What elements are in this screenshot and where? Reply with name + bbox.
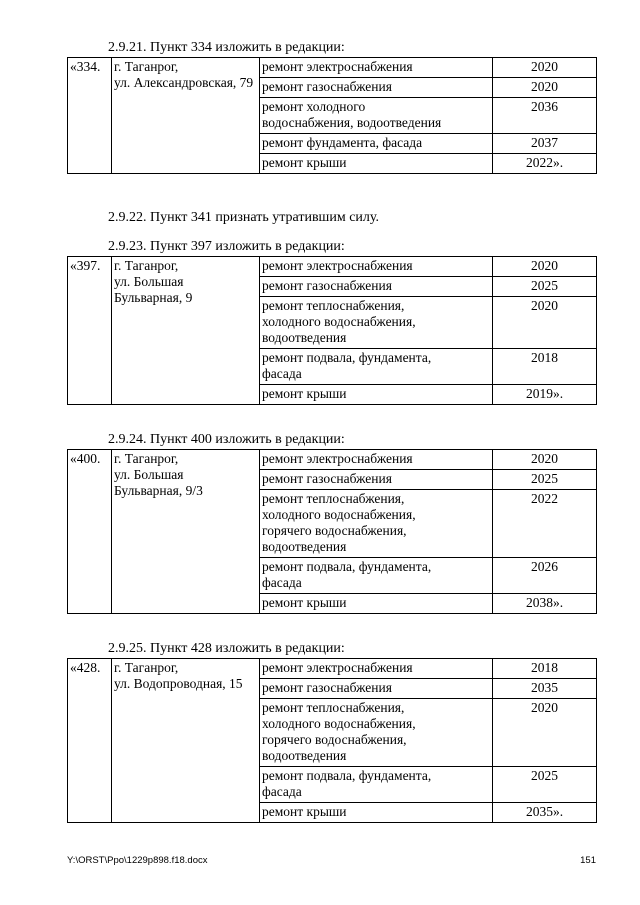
year-value: 2019».: [525, 386, 564, 401]
year-value: 2038».: [525, 595, 564, 610]
work-cell: [260, 659, 493, 679]
item-number-cell: [68, 450, 112, 614]
work-cell: [260, 558, 493, 594]
work-text: ремонт теплоснабжения,: [262, 491, 405, 506]
year-value: 2035».: [525, 804, 564, 819]
work-text: горячего водоснабжения,: [262, 732, 407, 747]
year-cell: [493, 659, 597, 679]
work-text: ремонт подвала, фундамента,: [262, 559, 432, 574]
work-text: холодного водоснабжения,: [262, 314, 416, 329]
item-number-cell: [68, 257, 112, 405]
address-cell: [112, 58, 260, 174]
work-text: фасада: [262, 784, 302, 799]
address-line: г. Таганрог,: [114, 59, 179, 74]
address-line: ул. Большая: [114, 274, 184, 289]
work-text: ремонт электроснабжения: [262, 59, 413, 74]
year-cell: [493, 679, 597, 699]
table-row: [68, 58, 597, 78]
work-cell: [260, 78, 493, 98]
amendment-table: [67, 57, 597, 174]
work-cell: [260, 134, 493, 154]
work-text: ремонт газоснабжения: [262, 471, 392, 486]
work-cell: [260, 803, 493, 823]
section-caption: 2.9.21. Пункт 334 изложить в редакции:: [108, 40, 345, 55]
year-value: 2020: [531, 298, 558, 313]
work-cell: [260, 277, 493, 297]
year-cell: [493, 767, 597, 803]
work-text: фасада: [262, 575, 302, 590]
year-value: 2022».: [525, 155, 564, 170]
work-cell: [260, 699, 493, 767]
footer-file-path: Y:\ORST\Ppo\1229p898.f18.docx: [67, 855, 208, 866]
address-line: ул. Александровская, 79: [114, 75, 254, 90]
year-value: 2025: [531, 471, 558, 486]
work-cell: [260, 470, 493, 490]
work-cell: [260, 490, 493, 558]
year-cell: [493, 78, 597, 98]
work-text: ремонт подвала, фундамента,: [262, 350, 432, 365]
table-row: [68, 257, 597, 277]
year-value: 2018: [531, 350, 558, 365]
work-text: ремонт крыши: [262, 804, 347, 819]
work-cell: [260, 767, 493, 803]
section-caption: 2.9.23. Пункт 397 изложить в редакции:: [108, 239, 345, 254]
footer-page-number: 151: [580, 855, 596, 866]
work-text: ремонт крыши: [262, 595, 347, 610]
year-cell: [493, 297, 597, 349]
year-value: 2018: [531, 660, 558, 675]
year-value: 2020: [531, 451, 558, 466]
year-cell: [493, 699, 597, 767]
year-value: 2025: [531, 278, 558, 293]
work-cell: [260, 257, 493, 277]
work-text: ремонт электроснабжения: [262, 660, 413, 675]
year-value: 2020: [531, 79, 558, 94]
table-row: [68, 659, 597, 679]
work-text: ремонт газоснабжения: [262, 680, 392, 695]
year-value: 2020: [531, 700, 558, 715]
work-cell: [260, 594, 493, 614]
work-text: ремонт подвала, фундамента,: [262, 768, 432, 783]
item-number: «428.: [70, 660, 101, 675]
item-number-cell: [68, 58, 112, 174]
year-cell: [493, 134, 597, 154]
work-cell: [260, 297, 493, 349]
year-cell: [493, 490, 597, 558]
year-cell: [493, 803, 597, 823]
work-text: ремонт холодного: [262, 99, 366, 114]
section-caption: 2.9.25. Пункт 428 изложить в редакции:: [108, 641, 345, 656]
address-line: Бульварная, 9: [114, 290, 193, 305]
year-value: 2026: [531, 559, 558, 574]
work-cell: [260, 98, 493, 134]
work-text: водоотведения: [262, 539, 347, 554]
work-cell: [260, 154, 493, 174]
item-number: «334.: [70, 59, 101, 74]
address-cell: [112, 659, 260, 823]
year-cell: [493, 349, 597, 385]
work-cell: [260, 385, 493, 405]
work-text: водоотведения: [262, 330, 347, 345]
year-value: 2036: [531, 99, 558, 114]
year-cell: [493, 58, 597, 78]
work-text: водоотведения: [262, 748, 347, 763]
work-cell: [260, 349, 493, 385]
year-value: 2020: [531, 59, 558, 74]
year-cell: [493, 154, 597, 174]
work-text: холодного водоснабжения,: [262, 507, 416, 522]
year-cell: [493, 558, 597, 594]
section-caption: 2.9.24. Пункт 400 изложить в редакции:: [108, 432, 345, 447]
year-value: 2035: [531, 680, 558, 695]
work-text: ремонт теплоснабжения,: [262, 700, 405, 715]
address-line: г. Таганрог,: [114, 660, 179, 675]
work-text: ремонт теплоснабжения,: [262, 298, 405, 313]
address-line: г. Таганрог,: [114, 258, 179, 273]
work-text: ремонт электроснабжения: [262, 451, 413, 466]
table-row: [68, 450, 597, 470]
address-line: Бульварная, 9/3: [114, 483, 203, 498]
year-cell: [493, 594, 597, 614]
amendment-table: [67, 256, 597, 405]
work-text: горячего водоснабжения,: [262, 523, 407, 538]
work-cell: [260, 679, 493, 699]
work-text: ремонт фундамента, фасада: [262, 135, 423, 150]
address-cell: [112, 257, 260, 405]
work-cell: [260, 58, 493, 78]
work-text: ремонт крыши: [262, 155, 347, 170]
address-line: ул. Водопроводная, 15: [114, 676, 243, 691]
work-text: ремонт газоснабжения: [262, 278, 392, 293]
year-cell: [493, 98, 597, 134]
year-value: 2022: [531, 491, 558, 506]
year-value: 2025: [531, 768, 558, 783]
amendment-table: [67, 658, 597, 823]
year-value: 2020: [531, 258, 558, 273]
year-cell: [493, 450, 597, 470]
repeal-note: 2.9.22. Пункт 341 признать утратившим силу.: [108, 210, 379, 225]
item-number: «400.: [70, 451, 101, 466]
year-cell: [493, 257, 597, 277]
work-text: фасада: [262, 366, 302, 381]
work-cell: [260, 450, 493, 470]
year-value: 2037: [531, 135, 558, 150]
work-text: ремонт крыши: [262, 386, 347, 401]
amendment-table: [67, 449, 597, 614]
item-number-cell: [68, 659, 112, 823]
work-text: водоснабжения, водоотведения: [262, 115, 442, 130]
year-cell: [493, 470, 597, 490]
year-cell: [493, 277, 597, 297]
year-cell: [493, 385, 597, 405]
address-line: г. Таганрог,: [114, 451, 179, 466]
address-cell: [112, 450, 260, 614]
work-text: холодного водоснабжения,: [262, 716, 416, 731]
item-number: «397.: [70, 258, 101, 273]
work-text: ремонт газоснабжения: [262, 79, 392, 94]
address-line: ул. Большая: [114, 467, 184, 482]
work-text: ремонт электроснабжения: [262, 258, 413, 273]
